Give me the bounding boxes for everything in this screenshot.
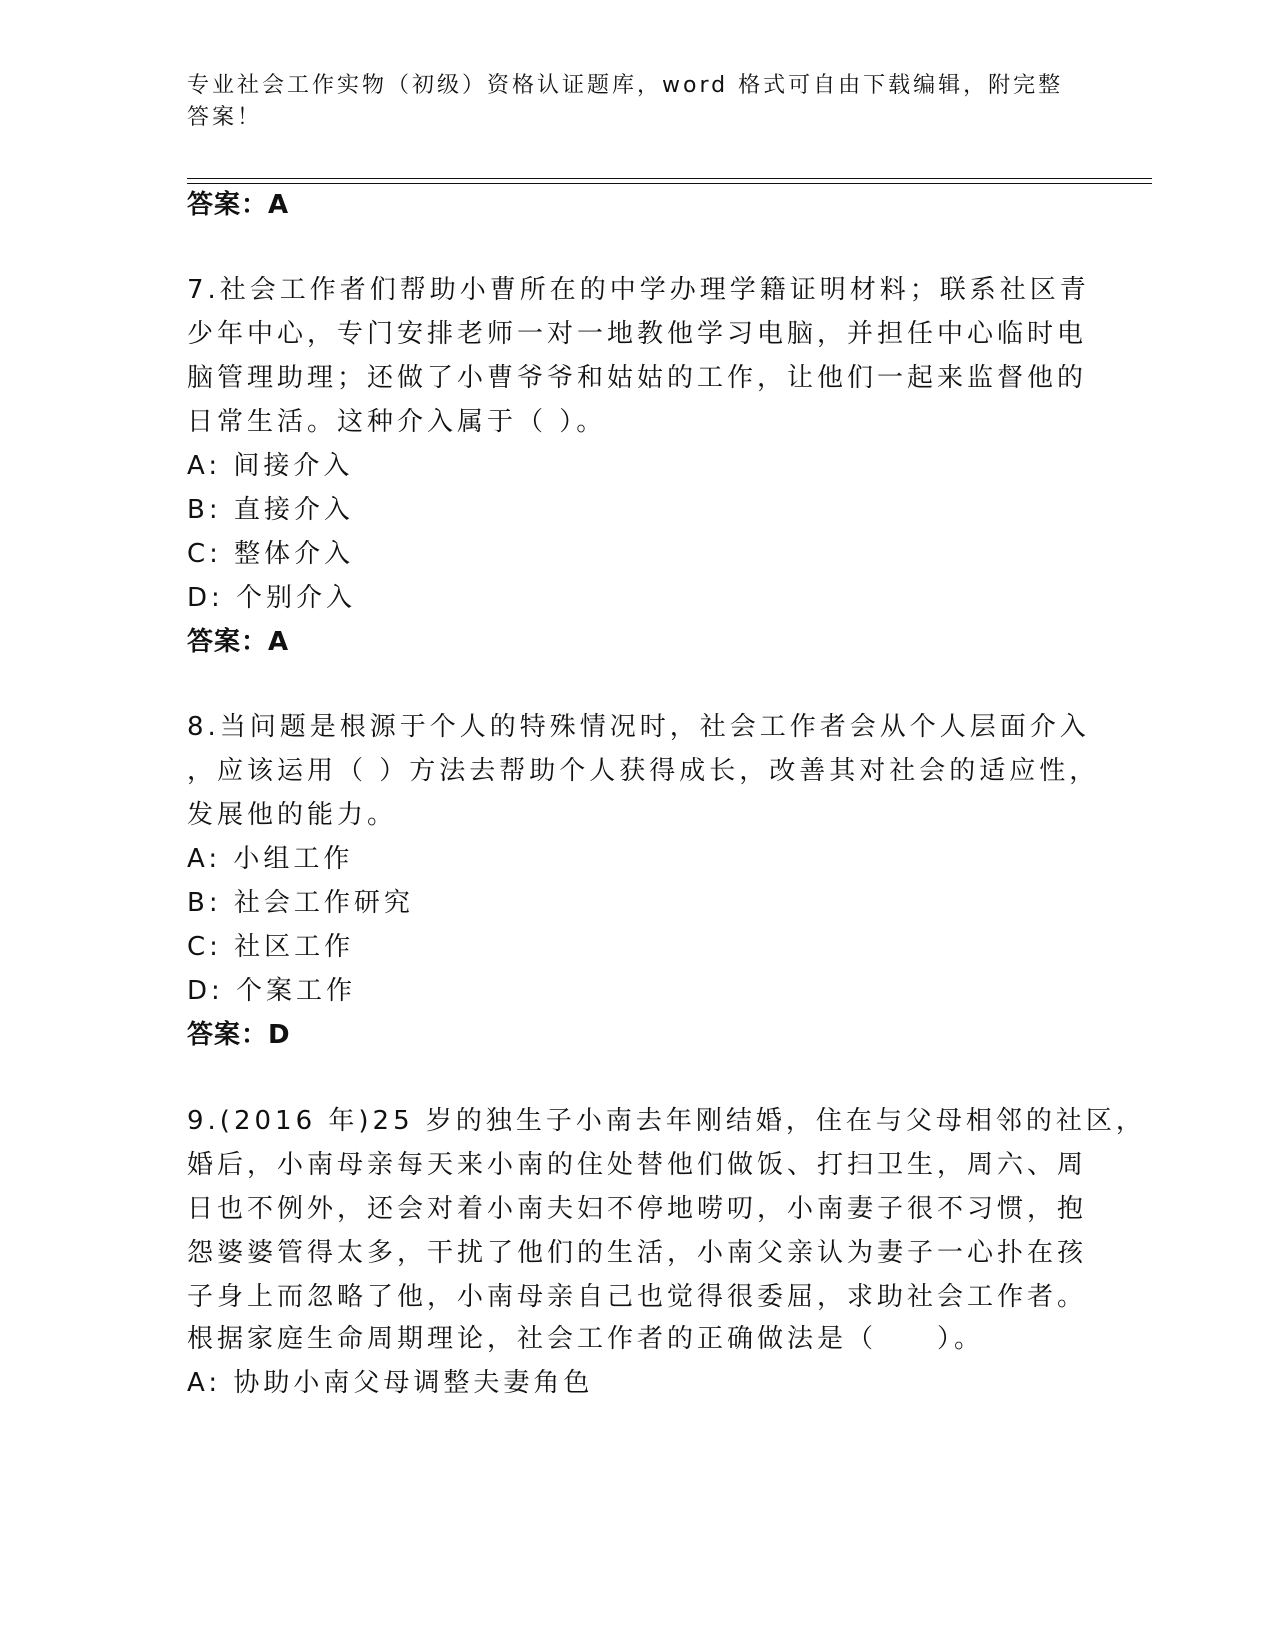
q7-option-c: C: 整体介入 bbox=[187, 539, 355, 569]
q8-answer: 答案：D bbox=[187, 1020, 291, 1050]
q7-text-line-4: 日常生活。这种介入属于（ ）。 bbox=[187, 407, 607, 437]
q8-text-line-3: 发展他的能力。 bbox=[187, 800, 398, 830]
q7-text-line-1: 7.社会工作者们帮助小曹所在的中学办理学籍证明材料；联系社区青 bbox=[187, 275, 1090, 305]
q9-text-line-1: 9.(2016 年)25 岁的独生子小南去年刚结婚，住在与父母相邻的社区， bbox=[187, 1106, 1146, 1136]
q9-option-a: A: 协助小南父母调整夫妻角色 bbox=[187, 1368, 594, 1398]
header-rule-top bbox=[187, 178, 1152, 179]
q8-text-line-1: 8.当问题是根源于个人的特殊情况时，社会工作者会从个人层面介入 bbox=[187, 712, 1090, 742]
document-header: 专业社会工作实物（初级）资格认证题库，word 格式可自由下载编辑，附完整答案！ bbox=[187, 73, 1064, 130]
q9-text-line-4: 怨婆婆管得太多，干扰了他们的生活，小南父亲认为妻子一心扑在孩 bbox=[187, 1238, 1088, 1268]
q7-option-d: D: 个别介入 bbox=[187, 583, 357, 613]
q7-text-line-3: 脑管理助理；还做了小曹爷爷和姑姑的工作，让他们一起来监督他的 bbox=[187, 363, 1088, 393]
answer-previous-question: 答案：A bbox=[187, 190, 290, 220]
q9-text-line-2: 婚后，小南母亲每天来小南的住处替他们做饭、打扫卫生，周六、周 bbox=[187, 1150, 1088, 1180]
q8-option-b: B: 社会工作研究 bbox=[187, 888, 414, 918]
q9-text-line-5: 子身上而忽略了他，小南母亲自己也觉得很委屈，求助社会工作者。 bbox=[187, 1282, 1088, 1312]
q7-text-line-2: 少年中心，专门安排老师一对一地教他学习电脑，并担任中心临时电 bbox=[187, 319, 1088, 349]
q7-answer: 答案：A bbox=[187, 627, 290, 657]
q9-text-line-3: 日也不例外，还会对着小南夫妇不停地唠叨，小南妻子很不习惯，抱 bbox=[187, 1194, 1088, 1224]
q8-option-d: D: 个案工作 bbox=[187, 976, 357, 1006]
q7-option-a: A: 间接介入 bbox=[187, 451, 354, 481]
q8-text-line-2: ，应该运用（ ）方法去帮助个人获得成长，改善其对社会的适应性， bbox=[187, 756, 1100, 786]
q7-option-b: B: 直接介入 bbox=[187, 495, 354, 525]
q8-option-a: A: 小组工作 bbox=[187, 844, 354, 874]
q8-option-c: C: 社区工作 bbox=[187, 932, 355, 962]
q9-text-line-6: 根据家庭生命周期理论，社会工作者的正确做法是（ ）。 bbox=[187, 1324, 985, 1354]
header-rule-bottom bbox=[187, 183, 1152, 184]
